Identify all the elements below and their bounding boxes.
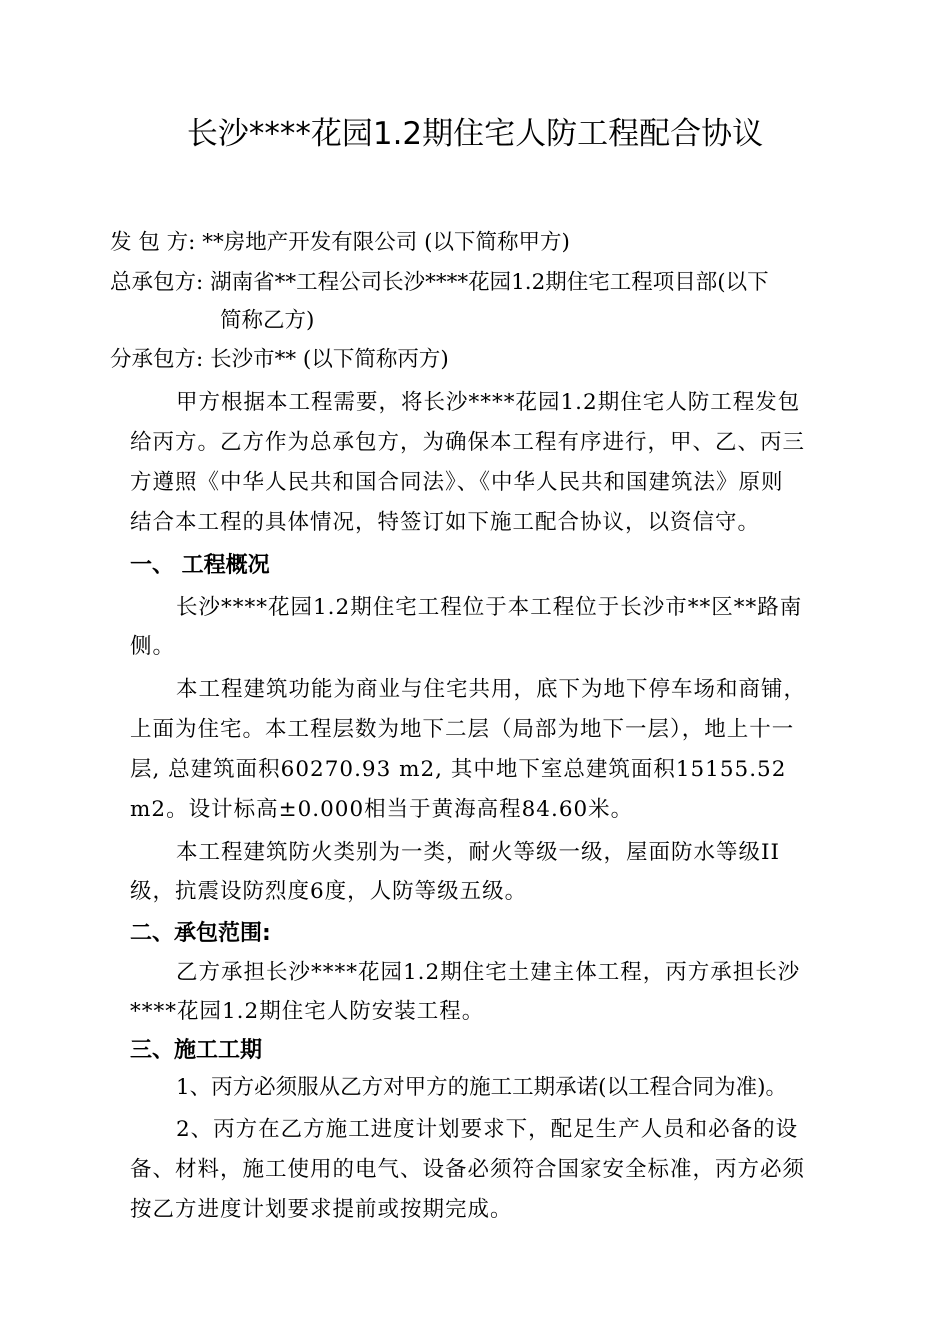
paragraph-line: 侧。 <box>130 634 176 659</box>
paragraph-line: ****花园1.2期住宅人防安装工程。 <box>130 999 485 1024</box>
paragraph-line: 级，抗震设防烈度6度，人防等级五级。 <box>130 879 528 904</box>
general-contractor-line <box>110 268 769 298</box>
paragraph-line: 长沙****花园1.2期住宅工程位于本工程位于长沙市**区**路南 <box>176 595 803 620</box>
paragraph-line: m2。设计标高±0.000相当于黄海高程84.60米。 <box>130 797 634 822</box>
document-title: 长沙****花园1.2期住宅人防工程配合协议 <box>186 116 764 152</box>
subcontractor-label: 分承包方: <box>110 347 204 372</box>
general-contractor-value: 湖南省**工程公司长沙****花园1.2期住宅工程项目部(以下 <box>210 270 769 295</box>
section-heading: 一、 工程概况 <box>130 553 270 578</box>
intro-line: 甲方根据本工程需要，将长沙****花园1.2期住宅人防工程发包 <box>176 390 801 415</box>
paragraph-line: 上面为住宅。本工程层数为地下二层（局部为地下一层），地上十一 <box>130 717 795 742</box>
employer-label: 发 包 方: <box>110 230 196 255</box>
general-contractor-label: 总承包方: <box>110 270 204 295</box>
intro-line: 方遵照《中华人民共和国合同法》、《中华人民共和国建筑法》原则 <box>130 470 784 495</box>
list-item: 1、丙方必须服从乙方对甲方的施工工期承诺(以工程合同为准)。 <box>176 1075 787 1100</box>
intro-line: 给丙方。乙方作为总承包方，为确保本工程有序进行，甲、乙、丙三 <box>130 430 806 455</box>
paragraph-line: 本工程建筑防火类别为一类，耐火等级一级，屋面防水等级II <box>176 840 780 865</box>
paragraph-line: 乙方承担长沙****花园1.2期住宅土建主体工程，丙方承担长沙 <box>176 960 801 985</box>
list-item: 2、丙方在乙方施工进度计划要求下，配足生产人员和必备的设 <box>176 1117 799 1142</box>
general-contractor-value-continuation: 简称乙方) <box>220 308 315 333</box>
section-heading: 三、施工工期 <box>130 1038 263 1063</box>
employer-line <box>110 228 570 258</box>
subcontractor-line <box>110 345 449 375</box>
section-heading: 二、承包范围: <box>130 921 271 946</box>
paragraph-line: 备、材料，施工使用的电气、设备必须符合国家安全标准，丙方必须 <box>130 1157 806 1182</box>
paragraph-line: 层, 总建筑面积60270.93 m2, 其中地下室总建筑面积15155.52 <box>130 757 787 782</box>
employer-value: **房地产开发有限公司 (以下简称甲方) <box>202 230 570 255</box>
paragraph-line: 按乙方进度计划要求提前或按期完成。 <box>130 1197 513 1222</box>
intro-line: 结合本工程的具体情况，特签订如下施工配合协议，以资信守。 <box>130 510 761 535</box>
paragraph-line: 本工程建筑功能为商业与住宅共用，底下为地下停车场和商铺， <box>176 677 807 702</box>
subcontractor-value: 长沙市** (以下简称丙方) <box>210 347 449 372</box>
